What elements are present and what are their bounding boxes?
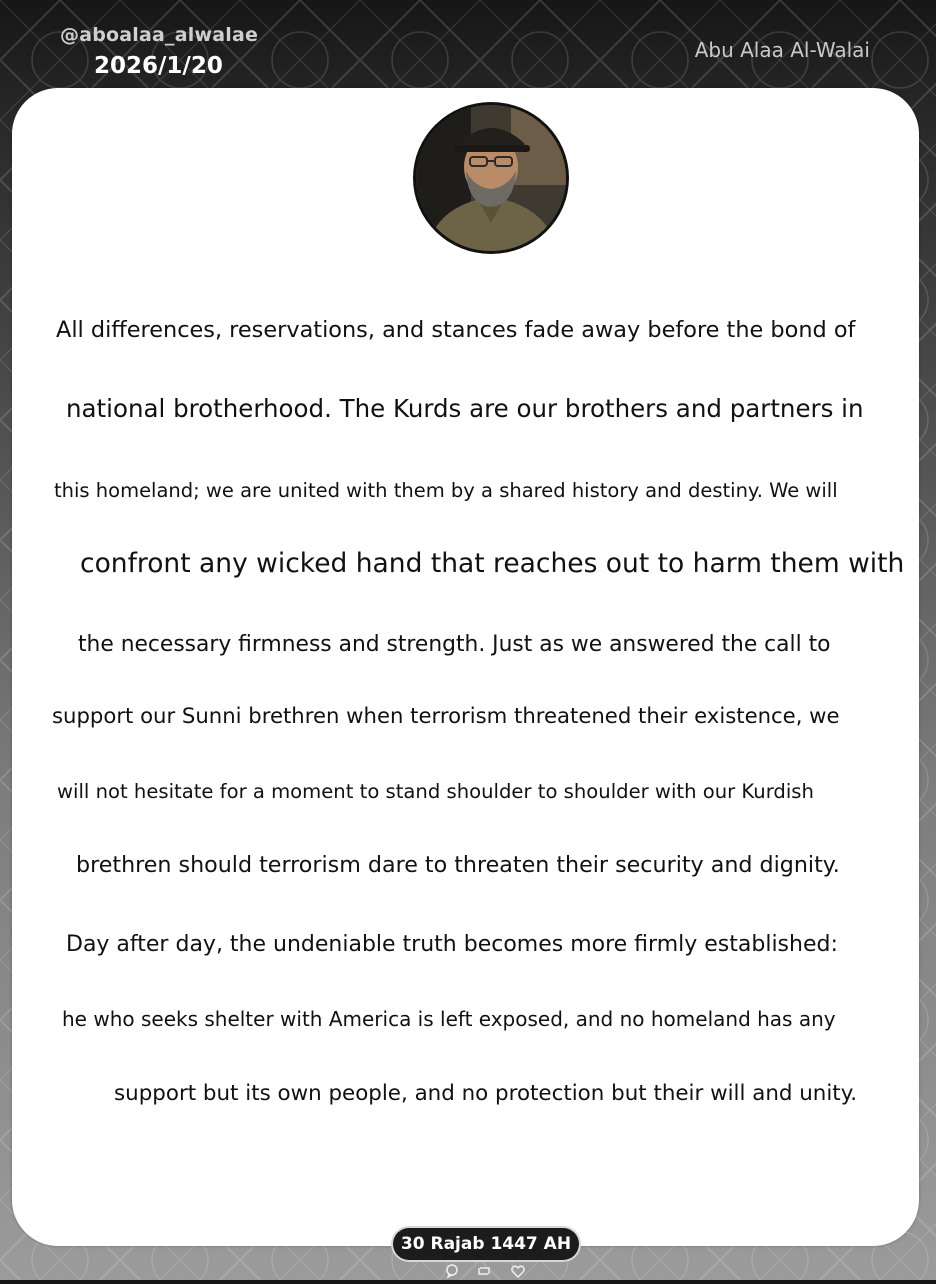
post-text-line: the necessary firmness and strength. Just as we answered the call to [78,632,831,657]
heart-icon[interactable] [510,1263,526,1279]
author-name[interactable]: Abu Alaa Al-Walai [694,38,870,62]
post-text-line: support our Sunni brethren when terrorism threatened their existence, we [52,703,840,728]
post-card [12,88,919,1246]
account-handle[interactable]: @aboalaa_alwalae [60,24,259,46]
post-text-line: All differences, reservations, and stances fade away before the bond of [56,317,856,343]
post-text-line: support but its own people, and no protection but their will and unity. [114,1081,858,1106]
post-text-line: brethren should terrorism dare to threaten their security and dignity. [76,852,840,878]
post-text-line: this homeland; we are united with them by a shared history and destiny. We will [54,479,838,502]
comment-icon[interactable] [444,1263,460,1279]
post-date: 2026/1/20 [94,53,223,79]
post-actions [440,1263,530,1279]
avatar[interactable] [413,102,569,254]
post-text-line: he who seeks shelter with America is left exposed, and no homeland has any [62,1007,836,1031]
post-text-line: confront any wicked hand that reaches out to harm them with [80,548,905,579]
hijri-date-badge: 30 Rajab 1447 AH [393,1228,579,1260]
retweet-icon[interactable] [476,1263,492,1279]
post-text-line: national brotherhood. The Kurds are our brothers and partners in [66,394,864,423]
post-text-line: will not hesitate for a moment to stand shoulder to shoulder with our Kurdish [57,780,814,803]
post-text-line: Day after day, the undeniable truth becomes more firmly established: [66,932,838,957]
